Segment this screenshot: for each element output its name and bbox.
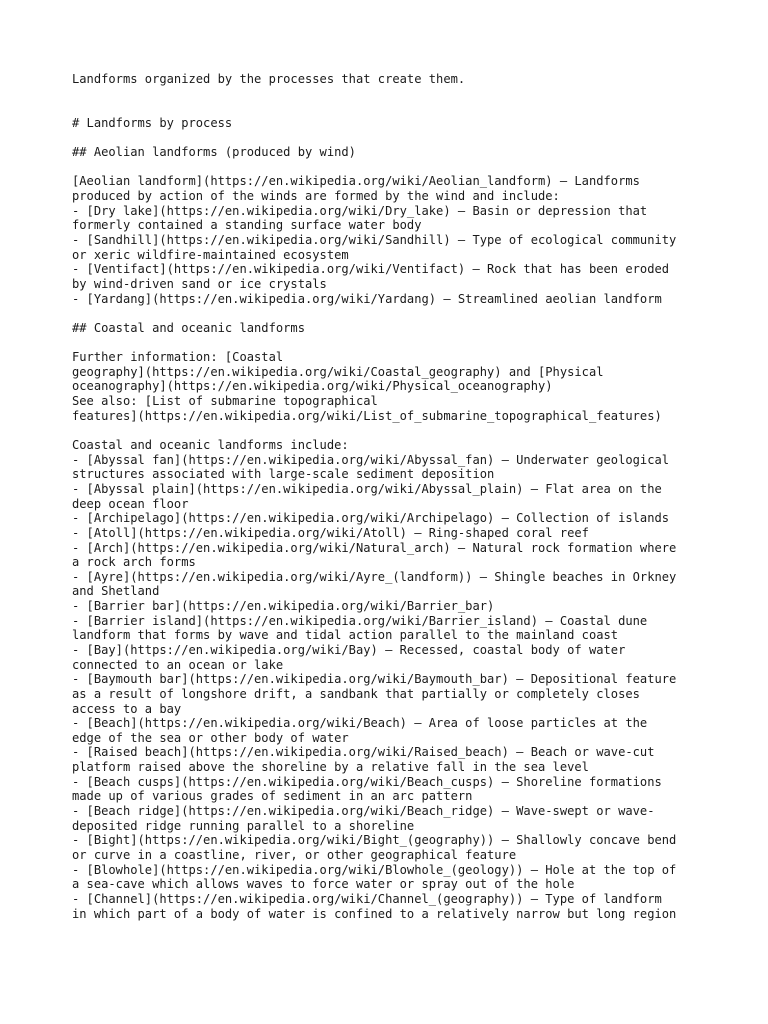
text-line: formerly contained a standing surface water body [72,218,422,233]
text-line: ## Aeolian landforms (produced by wind) [72,145,356,160]
text-line [72,131,712,146]
text-line [72,101,712,116]
text-line: structures associated with large-scale sediment deposition [72,467,495,482]
text-line: connected to an ocean or lake [72,657,284,672]
text-line: landform that forms by wave and tidal action parallel to the mainland coast [72,628,619,643]
text-line: edge of the sea or other body of water [72,730,349,745]
text-line: a sea-cave which allows waves to force water or spray out of the hole [72,877,575,892]
text-line: Coastal and oceanic landforms include: [72,438,349,453]
text-line: Further information: [Coastal [72,350,284,365]
text-line: See also: [List of submarine topographical [72,394,378,409]
text-line: access to a bay [72,701,182,716]
text-line: - [Sandhill](https://en.wikipedia.org/wiki/Sandhill) – Type of ecological community [72,233,677,248]
text-line: - [Dry lake](https://en.wikipedia.org/wiki/Dry_lake) – Basin or depression that [72,203,648,218]
text-line: a rock arch forms [72,555,196,570]
text-line [72,87,712,102]
text-line: geography](https://en.wikipedia.org/wiki/Coastal_geography) and [Physical [72,364,604,379]
text-line: - [Bay](https://en.wikipedia.org/wiki/Bay) – Recessed, coastal body of water [72,642,626,657]
text-line: made up of various grades of sediment in an arc pattern [72,789,473,804]
text-line: - [Raised beach](https://en.wikipedia.org/wiki/Raised_beach) – Beach or wave-cut [72,745,655,760]
text-line: - [Beach](https://en.wikipedia.org/wiki/Beach) – Area of loose particles at the [72,716,648,731]
text-line: - [Abyssal plain](https://en.wikipedia.org/wiki/Abyssal_plain) – Flat area on the [72,481,662,496]
text-line: oceanography](https://en.wikipedia.org/wiki/Physical_oceanography) [72,379,553,394]
text-line: ## Coastal and oceanic landforms [72,320,305,335]
text-line: and Shetland [72,584,160,599]
text-line: - [Atoll](https://en.wikipedia.org/wiki/Atoll) – Ring-shaped coral reef [72,525,589,540]
text-line: in which part of a body of water is confined to a relatively narrow but long region [72,906,677,921]
text-line [72,423,712,438]
text-line: - [Archipelago](https://en.wikipedia.org/wiki/Archipelago) – Collection of islands [72,511,670,526]
text-line [72,160,712,175]
text-line: - [Bight](https://en.wikipedia.org/wiki/Bight_(geography)) – Shallowly concave bend [72,833,677,848]
text-line: deposited ridge running parallel to a shoreline [72,818,415,833]
text-line: Landforms organized by the processes that create them. [72,72,466,86]
text-line: - [Beach cusps](https://en.wikipedia.org/wiki/Beach_cusps) – Shoreline formations [72,774,662,789]
text-line: - [Barrier bar](https://en.wikipedia.org/wiki/Barrier_bar) [72,599,495,614]
text-line: - [Channel](https://en.wikipedia.org/wiki/Channel_(geography)) – Type of landform [72,891,662,906]
text-line: - [Ayre](https://en.wikipedia.org/wiki/Ayre_(landform)) – Shingle beaches in Orkney [72,569,677,584]
document-body [72,72,712,921]
text-line: deep ocean floor [72,496,189,511]
text-line: - [Baymouth bar](https://en.wikipedia.org/wiki/Baymouth_bar) – Depositional feature [72,672,677,687]
text-line: by wind-driven sand or ice crystals [72,276,327,291]
text-line: platform raised above the shoreline by a relative fall in the sea level [72,760,589,775]
text-line: produced by action of the winds are formed by the wind and include: [72,189,560,204]
text-line: or curve in a coastline, river, or other geographical feature [72,847,517,862]
text-line: - [Barrier island](https://en.wikipedia.org/wiki/Barrier_island) – Coastal dune [72,613,648,628]
text-line: features](https://en.wikipedia.org/wiki/List_of_submarine_topographical_features) [72,408,662,423]
text-line: as a result of longshore drift, a sandbank that partially or completely closes [72,686,640,701]
text-line: or xeric wildfire-maintained ecosystem [72,247,349,262]
text-line: [Aeolian landform](https://en.wikipedia.org/wiki/Aeolian_landform) – Landforms [72,174,640,189]
text-line: - [Beach ridge](https://en.wikipedia.org/wiki/Beach_ridge) – Wave-swept or wave- [72,804,655,819]
text-line: - [Ventifact](https://en.wikipedia.org/wiki/Ventifact) – Rock that has been eroded [72,262,670,277]
text-line: - [Blowhole](https://en.wikipedia.org/wiki/Blowhole_(geology)) – Hole at the top of [72,862,677,877]
text-line: # Landforms by process [72,115,233,130]
text-line: - [Arch](https://en.wikipedia.org/wiki/Natural_arch) – Natural rock formation where [72,540,677,555]
text-line: - [Yardang](https://en.wikipedia.org/wiki/Yardang) – Streamlined aeolian landform [72,291,662,306]
text-line [72,336,712,351]
text-line [72,306,712,321]
text-line: - [Abyssal fan](https://en.wikipedia.org/wiki/Abyssal_fan) – Underwater geological [72,452,670,467]
